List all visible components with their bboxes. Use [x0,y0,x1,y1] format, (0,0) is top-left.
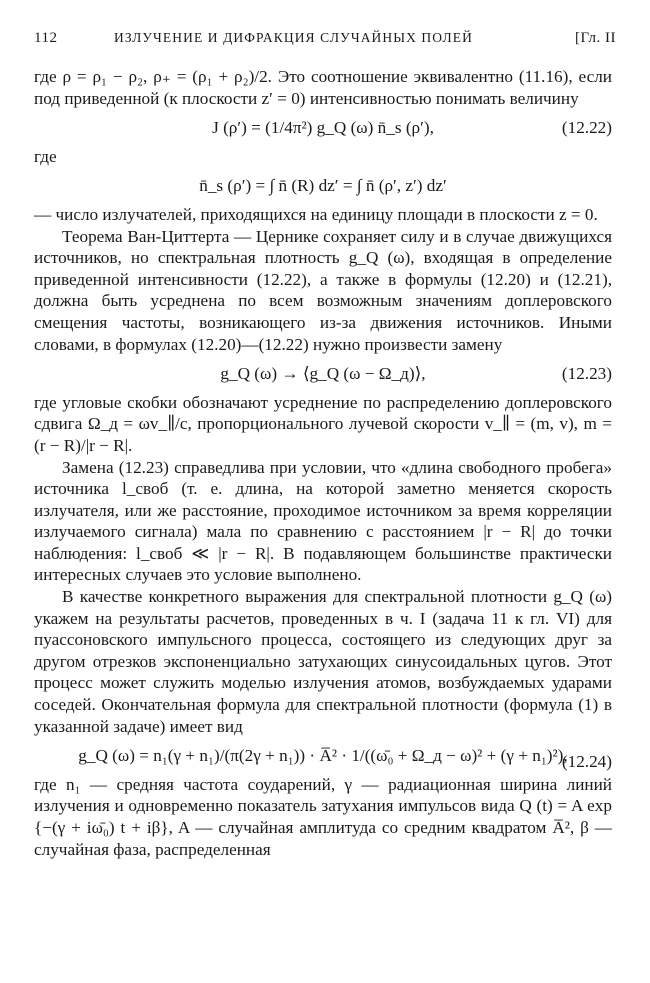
paragraph-doppler: где угловые скобки обозначают усреднение по распределению доплеровского сдвига Ω_д = ωv_∥/c, пропорционального лучевой скорости v_∥ = (m, v), m = (r − R)/|r − R|. [34,392,612,455]
equation-expression: J (ρ′) = (1/4π²) g_Q (ω) n̄_s (ρ′), [212,118,434,138]
paragraph-emitters-count: — число излучателей, приходящихся на единицу площади в плоскости z = 0. [34,204,598,224]
running-title: ИЗЛУЧЕНИЕ И ДИФРАКЦИЯ СЛУЧАЙНЫХ ПОЛЕЙ [114,30,473,45]
equation-12-24 [34,745,612,772]
paragraph-spectral-density: В качестве конкретного выражения для спектральной плотности g_Q (ω) укажем на результаты расчетов, проведенных в ч. I (задача 11 к гл. VI) для пуассоновского импульсного процесса, состоящего из следующих друг за другом отрезков экспоненциально затухающих синусоидальных цугов. Этот процесс может служить моделью излучения атомов, возбуждаемых ударами соседей. Окончательная формула для спектральной плотности (формула (1) в указанной задаче) имеет вид [34,587,612,736]
equation-12-22 [34,117,612,139]
paragraph-van-cittert: Теорема Ван-Циттерта — Цернике сохраняет силу и в случае движущихся источников, но спектральная плотность g_Q (ω), входящая в определение приведенной интенсивности (12.22), а также в формулы (12.20) и (12.21), должна быть усреднена по всем возможным значениям доплеровского смещения частоты, возникающего из-за движения источников. Иными словами, в формулах (12.20)—(12.22) нужно произвести замену [34,226,612,354]
paragraph-collision-frequency: где n₁ — средняя частота соударений, γ — радиационная ширина линий излучения и одновременно показатель затухания импульсов вида Q (t) = A exp {−(γ + iω̄₀) t + iβ}, A — случайная амплитуда со средним квадратом A̅², β — случайная фаза, распределенная [34,774,612,859]
page-header [34,30,616,54]
equation-expression: g_Q (ω) → ⟨g_Q (ω − Ω_д)⟩, [220,364,426,384]
paragraph-mean-free-path: Замена (12.23) справедлива при условии, что «длина свободного пробега» источника l_своб (т. е. длина, на которой заметно меняется скорость излучателя, или же расстояние, проходимое источником за время корреляции излучаемого сигнала) мала по сравнению с расстоянием |r − R| до точки наблюдения: l_своб ≪ |r − R|. В подавляющем большинстве практически интересных случаев это условие выполнено. [34,457,612,585]
label-where: где [34,146,57,166]
equation-number: (12.23) [561,364,612,384]
equation-12-23 [34,363,612,385]
page-body [34,66,612,860]
equation-number: (12.24) [561,752,612,772]
equation-expression: n̄_s (ρ′) = ∫ n̄ (R) dz′ = ∫ n̄ (ρ′, z′) dz′ [199,176,447,196]
equation-ns [34,175,612,197]
equation-expression: g_Q (ω) = n₁(γ + n₁)/(π(2γ + n₁)) · A̅² · 1/((ω̄₀ + Ω_д − ω)² + (γ + n₁)²), [78,746,568,766]
chapter-marker: [Гл. II [574,30,616,46]
paragraph-intro: где ρ = ρ₁ − ρ₂, ρ₊ = (ρ₁ + ρ₂)/2. Это соотношение эквивалентно (11.16), если под приведенной (к плоскости z′ = 0) интенсивностью понимать величину [34,67,612,108]
page-number: 112 [34,30,58,46]
equation-number: (12.22) [561,118,612,138]
